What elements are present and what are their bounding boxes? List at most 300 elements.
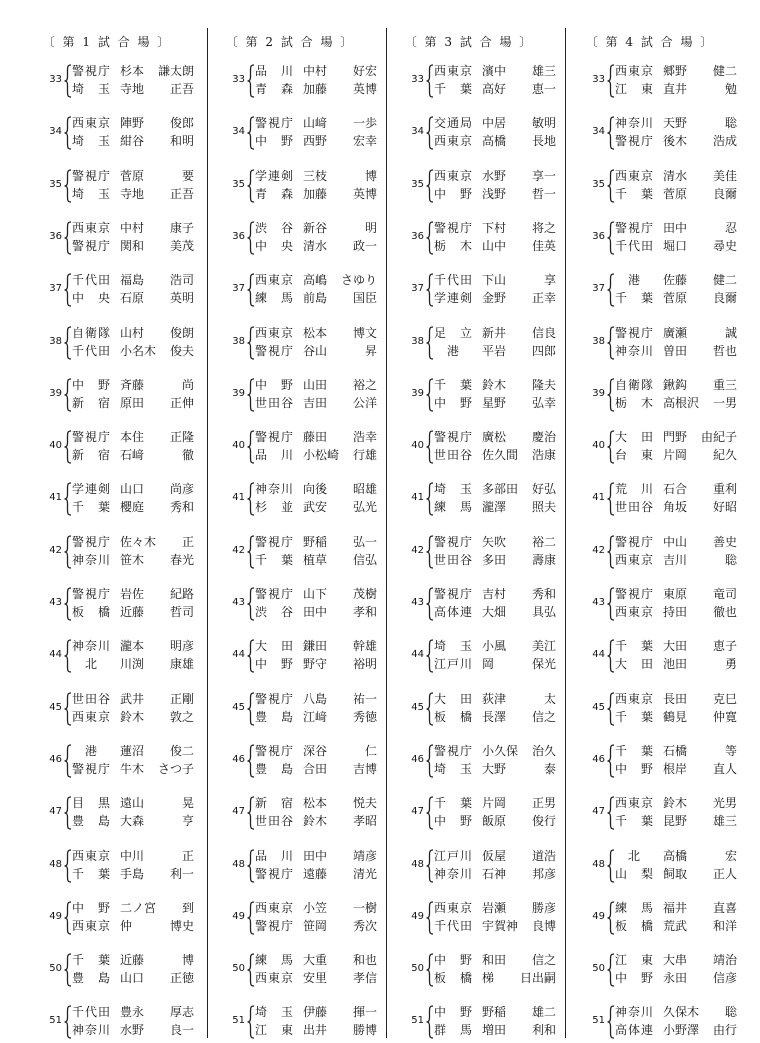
family-name: 高橋 <box>663 848 688 863</box>
family-name: 長澤 <box>482 709 507 724</box>
team-name: 中 野 <box>255 377 293 392</box>
bracket-brace <box>607 221 615 255</box>
given-name: 政一 <box>352 238 377 253</box>
team-name: 品 川 <box>255 64 293 78</box>
given-name: 博 <box>364 168 377 183</box>
given-name: 聡 <box>724 552 737 567</box>
family-name: 斉藤 <box>120 377 145 392</box>
match-entry <box>12 533 202 573</box>
match-entry <box>195 324 385 364</box>
team-name: 神奈川 <box>615 116 653 131</box>
match-number: 34 <box>232 126 245 138</box>
match-entry <box>374 951 564 991</box>
team-name: 練 馬 <box>434 500 472 515</box>
team-name: 警視庁 <box>72 168 110 183</box>
family-name: 清水 <box>663 168 688 183</box>
match-number: 34 <box>592 126 605 138</box>
given-name: 正人 <box>712 866 737 881</box>
team-name: 中 野 <box>72 900 110 915</box>
match-number: 41 <box>592 492 605 504</box>
match-number: 49 <box>49 910 62 922</box>
team-name: 千代田 <box>72 1005 110 1020</box>
match-number: 38 <box>49 335 62 347</box>
match-number: 33 <box>411 74 424 85</box>
match-number: 46 <box>411 753 424 765</box>
family-name: 山下 <box>303 587 328 601</box>
family-name: 平岩 <box>482 343 507 358</box>
match-entry <box>12 794 202 834</box>
match-number: 47 <box>232 806 245 818</box>
given-name: 亨 <box>181 814 194 829</box>
bracket-brace <box>247 744 255 778</box>
team-name: 山 梨 <box>615 866 653 881</box>
bracket-brace <box>607 273 615 307</box>
team-name: 千 葉 <box>72 866 110 881</box>
given-name: 太 <box>543 691 556 706</box>
team-name: 神奈川 <box>72 552 110 567</box>
bracket-brace <box>607 692 615 726</box>
match-entry <box>195 114 385 154</box>
team-name: 練 馬 <box>255 953 293 968</box>
family-name: 藤田 <box>303 430 328 445</box>
team-name: 渋 谷 <box>255 605 293 619</box>
family-name: 永田 <box>663 971 688 986</box>
family-name: 川渕 <box>120 657 145 672</box>
match-entry <box>12 114 202 154</box>
match-entry <box>12 428 202 468</box>
family-name: 片岡 <box>482 796 507 811</box>
given-name: 裕之 <box>352 377 377 392</box>
team-name: 警視庁 <box>72 587 110 601</box>
given-name: 弘光 <box>352 500 377 515</box>
match-entry <box>12 271 202 311</box>
match-entry <box>195 219 385 259</box>
match-entry <box>195 271 385 311</box>
bracket-brace <box>64 796 72 830</box>
family-name: 高根沢 <box>663 395 700 410</box>
family-name: 金野 <box>482 291 507 306</box>
match-entry <box>374 219 564 259</box>
team-name: 豊 島 <box>255 761 293 776</box>
match-number: 44 <box>232 649 245 661</box>
given-name: 康子 <box>169 220 194 235</box>
bracket-brace <box>607 796 615 830</box>
bracket-brace <box>64 221 72 255</box>
family-name: 水野 <box>120 1023 145 1038</box>
given-name: 好昭 <box>712 500 737 515</box>
match-entry <box>195 742 385 782</box>
match-number: 41 <box>232 492 245 504</box>
family-name: 瀧本 <box>120 639 145 654</box>
team-name: 警視庁 <box>72 430 110 445</box>
family-name: 本住 <box>120 430 145 445</box>
bracket-brace <box>426 901 434 935</box>
team-name: 学連剣 <box>434 291 472 306</box>
bracket-brace <box>247 639 255 673</box>
given-name: 英博 <box>352 186 377 201</box>
family-name: 菅原 <box>663 291 688 306</box>
team-name: 渋 谷 <box>255 220 293 235</box>
family-name: 鈴木 <box>482 377 507 392</box>
team-name: 杉 並 <box>255 500 293 515</box>
bracket-brace <box>426 221 434 255</box>
family-name: 遠山 <box>120 796 145 811</box>
team-name: 世田谷 <box>255 395 293 410</box>
match-entry <box>374 742 564 782</box>
given-name: 勝彦 <box>531 900 556 915</box>
given-name: 直喜 <box>712 900 737 915</box>
family-name: 豊永 <box>120 1005 145 1020</box>
given-name: 勝博 <box>352 1023 377 1038</box>
bracket-brace <box>64 849 72 883</box>
team-name: 警視庁 <box>255 116 293 131</box>
match-entry <box>12 951 202 991</box>
bracket-brace <box>64 953 72 987</box>
match-number: 40 <box>592 440 605 452</box>
bracket-brace <box>426 692 434 726</box>
court-title: 〔 第 4 試 合 場 〕 <box>585 35 715 49</box>
team-name: 警視庁 <box>72 534 110 549</box>
match-entry <box>374 533 564 573</box>
team-name: 千 葉 <box>434 82 472 96</box>
match-number: 45 <box>592 701 605 713</box>
bracket-brace <box>64 1005 72 1039</box>
family-name: 田中 <box>303 848 328 863</box>
team-name: 北 <box>84 657 97 672</box>
bracket-brace <box>426 273 434 307</box>
given-name: 靖彦 <box>352 848 377 863</box>
match-number: 41 <box>49 492 62 504</box>
team-name: 高体連 <box>434 605 472 619</box>
family-name: 梯 <box>482 971 495 986</box>
team-name: 北 <box>627 848 640 863</box>
given-name: 光男 <box>712 796 737 811</box>
team-name: 世田谷 <box>255 814 293 829</box>
given-name: 康雄 <box>169 657 194 672</box>
given-name: 秀徳 <box>352 709 377 724</box>
team-name: 中 野 <box>434 395 472 410</box>
team-name: 港 <box>627 273 640 288</box>
bracket-brace <box>247 430 255 464</box>
bracket-brace <box>426 116 434 150</box>
bracket-brace <box>426 639 434 673</box>
team-name: 栃 木 <box>434 238 472 253</box>
given-name: 善史 <box>712 534 737 549</box>
given-name: 一歩 <box>352 116 377 131</box>
given-name: 宏 <box>724 848 737 863</box>
team-name: 警視庁 <box>255 430 293 445</box>
match-entry <box>555 847 745 887</box>
bracket-brace <box>607 744 615 778</box>
given-name: 到 <box>181 900 194 915</box>
family-name: 多部田 <box>482 482 519 497</box>
given-name: 哲司 <box>169 605 194 619</box>
given-name: 美茂 <box>169 238 194 253</box>
team-name: 千代田 <box>72 343 110 358</box>
given-name: 雄三 <box>712 814 737 829</box>
match-entry <box>195 847 385 887</box>
family-name: 鈴木 <box>663 796 688 811</box>
bracket-brace <box>247 64 255 98</box>
family-name: 菅原 <box>120 168 145 183</box>
match-number: 36 <box>592 230 605 242</box>
match-entry <box>12 690 202 730</box>
team-name: 世田谷 <box>615 500 653 515</box>
family-name: 伊藤 <box>303 1005 328 1020</box>
given-name: 治久 <box>531 743 556 758</box>
team-name: 大 田 <box>434 691 472 706</box>
bracket-brace <box>607 169 615 203</box>
match-entry <box>555 219 745 259</box>
team-name: 警視庁 <box>255 866 293 881</box>
given-name: 竜司 <box>712 587 737 601</box>
match-entry <box>374 167 564 207</box>
given-name: 俊朗 <box>169 325 194 340</box>
family-name: 石合 <box>663 482 688 497</box>
team-name: 千 葉 <box>615 709 653 724</box>
family-name: 門野 <box>663 430 688 445</box>
match-number: 33 <box>592 74 605 85</box>
family-name: 昆野 <box>663 814 688 829</box>
bracket-brace <box>247 692 255 726</box>
family-name: 向後 <box>303 482 328 497</box>
family-name: 大田 <box>663 639 688 654</box>
given-name: 恵子 <box>712 639 737 654</box>
match-number: 36 <box>411 230 424 242</box>
team-name: 千 葉 <box>615 814 653 829</box>
match-number: 49 <box>411 910 424 922</box>
family-name: 合田 <box>303 761 328 776</box>
family-name: 佐々木 <box>120 534 157 549</box>
family-name: 牛木 <box>120 761 145 776</box>
team-name: 警視庁 <box>434 430 472 445</box>
given-name: 信良 <box>531 325 556 340</box>
family-name: 前島 <box>303 291 328 306</box>
family-name: 濱中 <box>482 64 507 78</box>
given-name: 要 <box>181 168 194 183</box>
team-name: 新 宿 <box>255 796 293 811</box>
given-name: 博史 <box>169 918 194 933</box>
team-name: 神奈川 <box>434 866 472 881</box>
given-name: 秀次 <box>352 918 377 933</box>
given-name: 利一 <box>169 866 194 881</box>
family-name: 手島 <box>120 866 145 881</box>
team-name: 中 央 <box>255 238 293 253</box>
match-entry <box>12 742 202 782</box>
match-number: 34 <box>411 126 424 138</box>
given-name: 徹 <box>181 448 194 463</box>
bracket-brace <box>426 326 434 360</box>
court-title: 〔 第 1 試 合 場 〕 <box>42 35 172 49</box>
family-name: 吉川 <box>663 552 688 567</box>
family-name: 中村 <box>303 64 328 78</box>
team-name: 千代田 <box>72 273 110 288</box>
given-name: 和洋 <box>712 918 737 933</box>
team-name: 群 馬 <box>434 1023 472 1038</box>
given-name: 公洋 <box>352 395 377 410</box>
match-entry <box>374 62 564 102</box>
given-name: 祐一 <box>352 691 377 706</box>
team-name: 豊 島 <box>72 814 110 829</box>
match-entry <box>374 428 564 468</box>
match-entry <box>195 690 385 730</box>
match-number: 33 <box>49 74 62 85</box>
team-name: 埼 玉 <box>72 82 110 96</box>
team-name: 西東京 <box>72 848 110 863</box>
team-name: 青 森 <box>255 82 293 96</box>
given-name: 厚志 <box>169 1005 194 1020</box>
family-name: 田中 <box>303 605 328 619</box>
team-name: 神奈川 <box>72 1023 110 1038</box>
team-name: 練 馬 <box>255 291 293 306</box>
match-number: 45 <box>49 701 62 713</box>
team-name: 西東京 <box>615 605 653 619</box>
team-name: 中 野 <box>615 971 653 986</box>
family-name: 佐藤 <box>663 273 688 288</box>
family-name: 出井 <box>303 1023 328 1038</box>
given-name: 謙太朗 <box>157 64 194 78</box>
match-number: 43 <box>232 597 245 608</box>
family-name: 笹岡 <box>303 918 328 933</box>
given-name: 正徳 <box>169 971 194 986</box>
bracket-brace <box>64 482 72 516</box>
team-name: 西東京 <box>615 552 653 567</box>
given-name: 弘幸 <box>531 395 556 410</box>
family-name: 武安 <box>303 500 328 515</box>
family-name: 廣松 <box>482 430 507 445</box>
match-number: 50 <box>592 963 605 975</box>
match-number: 42 <box>411 544 424 556</box>
team-name: 埼 玉 <box>72 134 110 149</box>
team-name: 板 橋 <box>434 971 472 986</box>
given-name: 尋史 <box>712 238 737 253</box>
team-name: 江 東 <box>615 82 653 96</box>
family-name: 中川 <box>120 848 145 863</box>
team-name: 世田谷 <box>434 552 472 567</box>
family-name: 蓮沼 <box>120 743 145 758</box>
match-number: 44 <box>49 649 62 661</box>
family-name: 福井 <box>663 900 688 915</box>
family-name: 直井 <box>663 82 688 96</box>
given-name: 揮一 <box>352 1005 377 1020</box>
family-name: 郷野 <box>663 64 688 78</box>
given-name: 紀久 <box>712 448 737 463</box>
family-name: 根岸 <box>663 761 688 776</box>
match-entry <box>374 899 564 939</box>
team-name: 西東京 <box>434 134 472 149</box>
team-name: 警視庁 <box>615 587 653 601</box>
match-number: 38 <box>232 335 245 347</box>
bracket-brace <box>64 535 72 569</box>
family-name: 石神 <box>482 866 507 881</box>
team-name: 中 野 <box>434 814 472 829</box>
team-name: 千代田 <box>434 918 472 933</box>
family-name: 鈴木 <box>303 814 328 829</box>
match-number: 44 <box>411 649 424 661</box>
given-name: 和明 <box>169 134 194 149</box>
team-name: 神奈川 <box>255 482 293 497</box>
bracket-brace <box>426 849 434 883</box>
bracket-brace <box>607 587 615 621</box>
match-entry <box>195 637 385 677</box>
team-name: 神奈川 <box>615 343 653 358</box>
match-entry <box>555 324 745 364</box>
family-name: 松本 <box>303 796 328 811</box>
given-name: 孝昭 <box>352 814 377 829</box>
given-name: 信弘 <box>352 552 377 567</box>
team-name: 埼 玉 <box>255 1005 293 1020</box>
given-name: 英博 <box>352 82 377 96</box>
given-name: 克巳 <box>712 691 737 706</box>
given-name: 俊夫 <box>169 343 194 358</box>
given-name: 由行 <box>712 1023 737 1038</box>
given-name: 靖治 <box>712 953 737 968</box>
match-entry <box>555 794 745 834</box>
given-name: 哲也 <box>712 343 737 358</box>
team-name: 中 野 <box>434 953 472 968</box>
family-name: 石橋 <box>663 743 688 758</box>
family-name: 片岡 <box>663 448 688 463</box>
family-name: 三枝 <box>303 168 328 183</box>
bracket-brace <box>64 64 72 98</box>
team-name: 大 田 <box>255 639 293 654</box>
family-name: 関和 <box>120 238 145 253</box>
bracket-brace <box>247 849 255 883</box>
family-name: 仮屋 <box>482 848 507 863</box>
match-number: 46 <box>232 753 245 765</box>
family-name: 岩佐 <box>120 587 145 601</box>
given-name: 博文 <box>352 325 377 340</box>
given-name: 俊郎 <box>169 116 194 131</box>
match-entry <box>374 324 564 364</box>
team-name: 中 野 <box>434 1005 472 1020</box>
match-number: 50 <box>49 963 62 975</box>
given-name: 長地 <box>531 134 556 149</box>
given-name: 好弘 <box>531 482 556 497</box>
bracket-brace <box>247 221 255 255</box>
family-name: 小松崎 <box>303 448 340 463</box>
match-number: 37 <box>411 283 424 295</box>
team-name: 青 森 <box>255 186 293 201</box>
match-number: 49 <box>232 910 245 922</box>
match-number: 51 <box>232 1015 245 1027</box>
bracket-brace <box>426 953 434 987</box>
given-name: 利和 <box>531 1023 556 1038</box>
match-entry <box>555 114 745 154</box>
given-name: 行雄 <box>352 448 377 463</box>
match-number: 45 <box>411 701 424 713</box>
team-name: 自衛隊 <box>615 377 653 392</box>
family-name: 安里 <box>303 971 328 986</box>
team-name: 警視庁 <box>615 220 653 235</box>
given-name: 佳英 <box>531 238 556 253</box>
given-name: 茂樹 <box>352 587 377 601</box>
family-name: 仲 <box>120 918 133 933</box>
given-name: 俊行 <box>531 814 556 829</box>
match-number: 37 <box>232 283 245 295</box>
given-name: 敏明 <box>531 116 556 131</box>
family-name: 原田 <box>120 395 145 410</box>
family-name: 高橋 <box>482 134 507 149</box>
bracket-brace <box>247 116 255 150</box>
match-entry <box>374 690 564 730</box>
match-entry <box>374 637 564 677</box>
given-name: 将之 <box>531 220 556 235</box>
given-name: 正幸 <box>531 291 556 306</box>
given-name: 正隆 <box>169 430 194 445</box>
team-name: 江 東 <box>255 1023 293 1038</box>
given-name: 英明 <box>169 291 194 306</box>
